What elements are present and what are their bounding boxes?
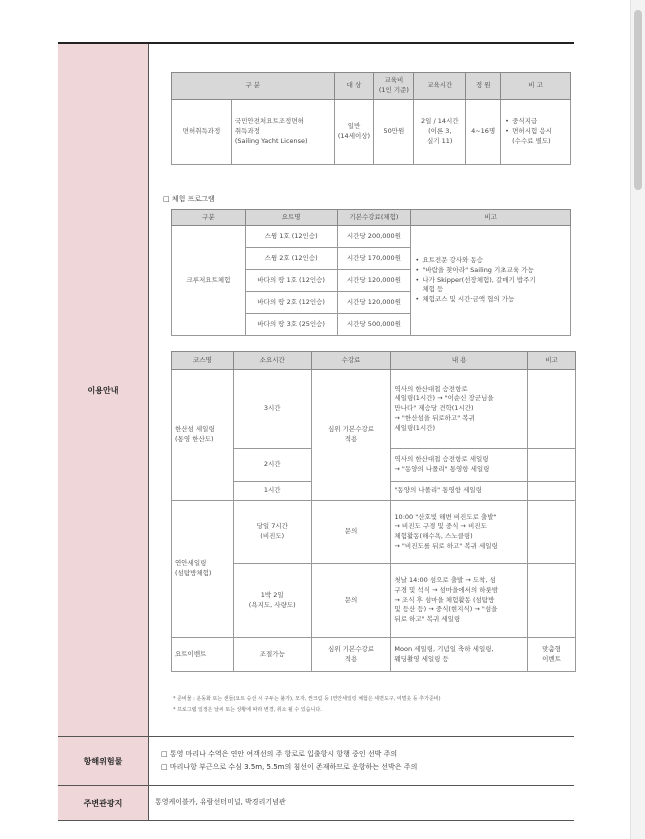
- fee-cell: 50만원: [374, 100, 414, 165]
- fee-cell: 문의: [311, 564, 391, 638]
- category-cell: 면허취득과정: [172, 100, 232, 165]
- duration-cell: 3시간: [233, 370, 311, 449]
- nearby-attractions-label: 주변관광지: [58, 786, 149, 820]
- duration-cell: 2시간: [233, 449, 311, 482]
- course-name-cell: 연안세일링 (섬탐방체험): [172, 501, 234, 638]
- course-cell: 국민안전처요트조정면허 취득과정 (Sailing Yacht License): [231, 100, 334, 165]
- table-row: [172, 226, 571, 248]
- header-category: 구 분: [172, 73, 335, 100]
- note-item: • 나가 Skipper(선장체험), 갈매기 밥주기 체험 등: [422, 276, 567, 296]
- table-row: [172, 370, 576, 449]
- duration-cell: 1박 2일 (욕지도, 사량도): [233, 564, 311, 638]
- header-time: 교육시간: [414, 73, 466, 100]
- time-cell: 2일 / 14시간 (이론 3, 실기 11): [414, 100, 466, 165]
- header-fee: 교육비 (1인 기준): [374, 73, 414, 100]
- header-fee: 수강료: [311, 352, 391, 370]
- usage-row: [58, 44, 574, 737]
- note-cell: [528, 449, 576, 482]
- table-header-row: [172, 352, 576, 370]
- note-cell: [528, 370, 576, 449]
- header-category: 구분: [172, 210, 246, 226]
- yacht-cell: 스윙 1호 (12인승): [245, 226, 337, 248]
- experience-section-title: □ 체험 프로그램: [163, 195, 215, 203]
- yacht-cell: 스윙 2호 (12인승): [245, 248, 337, 270]
- usage-label: 이용안내: [58, 44, 149, 736]
- nav-hazards-row: [58, 737, 574, 786]
- capacity-cell: 4~16명: [466, 100, 501, 165]
- nav-hazards-content: [149, 737, 574, 785]
- table-header-row: [172, 210, 571, 226]
- fee-cell: 시간당 200,000원: [337, 226, 411, 248]
- note-cell: [528, 482, 576, 501]
- header-notes: 비고: [528, 352, 576, 370]
- note-item: • 중식지급: [512, 117, 567, 127]
- table-header-row: [172, 73, 571, 100]
- footnote: * 준비물 : 운동화 또는 샌들(요트 승선 시 구두는 불가), 모자, 썬크림 등 (연안세일링 체험은 세면도구, 여벌옷 등 추가준비): [173, 696, 441, 702]
- note-cell: [528, 564, 576, 638]
- nearby-attractions-row: [58, 786, 574, 821]
- content-cell: Moon 세일링, 기념일 축하 세일링, 웨딩촬영 세일링 등: [391, 638, 528, 672]
- note-cell: [528, 501, 576, 564]
- header-duration: 소요시간: [233, 352, 311, 370]
- content-cell: "동양의 나폴리" 통영항 세일링: [391, 482, 528, 501]
- notes-cell: [501, 100, 571, 165]
- course-name-cell: 요트이벤트: [172, 638, 234, 672]
- note-item: • 체험코스 및 시간·금액 협의 가능: [422, 295, 567, 305]
- category-cell: 크루저요트체험: [172, 226, 246, 336]
- content-cell: 첫날 14:00 섬으로 출발 → 도착, 섬 구경 및 석식 → 섬마을에서의 하룻밤 → 조식 후 섬마을 체험활동 (섬탐방 및 등산 등) → 중식(현지식) → "섬을 뒤로 하고" 복귀 세일링: [391, 564, 528, 638]
- scrollbar[interactable]: [630, 0, 645, 839]
- yacht-cell: 바다의 땅 2호 (12인승): [245, 292, 337, 314]
- header-notes: 비고: [411, 210, 571, 226]
- fee-cell: 심위 기본수강료 적용: [311, 370, 391, 501]
- course-table: [171, 351, 576, 672]
- table-row: [172, 100, 571, 165]
- fee-cell: 문의: [311, 501, 391, 564]
- content-cell: 역사의 한산대첩 승전항로 세일링(1시간) → "이순신 장군님을 만나다" 제승당 견학(1시간) → "한산섬을 뒤로하고" 복귀 세일링(1시간): [391, 370, 528, 449]
- fee-cell: 시간당 120,000원: [337, 270, 411, 292]
- fee-cell: 심위 기본수강료 적용: [311, 638, 391, 672]
- fee-cell: 시간당 170,000원: [337, 248, 411, 270]
- duration-cell: 조절가능: [233, 638, 311, 672]
- yacht-cell: 바다의 땅 3호 (25인승): [245, 314, 337, 336]
- note-item: • 요트전문 강사와 동승: [422, 256, 567, 266]
- note-cell: 맞춤형 이벤트: [528, 638, 576, 672]
- nearby-attractions-content: [149, 786, 574, 820]
- header-notes: 비 고: [501, 73, 571, 100]
- attractions-text: 통영케이블카, 유람선터미널, 박경리기념관: [155, 798, 286, 806]
- fee-cell: 시간당 500,000원: [337, 314, 411, 336]
- table-row: [172, 638, 576, 672]
- header-target: 대 상: [334, 73, 374, 100]
- nav-hazards-label: 항해위험물: [58, 737, 149, 785]
- table-row: [172, 501, 576, 564]
- course-name-cell: 한산섬 세일링 (통영 한산도): [172, 370, 234, 501]
- yacht-cell: 바다의 땅 1호 (12인승): [245, 270, 337, 292]
- scrollbar-thumb[interactable]: [634, 10, 642, 190]
- header-course: 코스명: [172, 352, 234, 370]
- footnote: * 프로그램 일정은 날씨 또는 상황에 따라 변경, 취소 될 수 있습니다.: [173, 707, 322, 713]
- duration-cell: 당일 7시간 (비진도): [233, 501, 311, 564]
- header-capacity: 정 원: [466, 73, 501, 100]
- notes-cell: [411, 226, 571, 336]
- note-item: • "바람을 찾아라" Sailing 기초교육 가능: [422, 266, 567, 276]
- content-cell: 10:00 "산호빛 해변 비진도로 출발" → 비진도 구경 및 중식 → 비진도 체험활동(해수욕, 스노클링) → "비진도를 뒤로 하고" 복귀 세일링: [391, 501, 528, 564]
- hazard-line: □ 통영 마리나 수역은 연안 여객선의 주 항로로 입출항시 항행 중인 선박 주의: [161, 750, 398, 758]
- content-cell: 역사의 한산대첩 승전항로 세일링 → "동양의 나폴리" 통영항 세일링: [391, 449, 528, 482]
- header-fee: 기본수강료(체험): [337, 210, 411, 226]
- experience-table: [171, 209, 571, 336]
- target-cell: 일반 (14세이상): [334, 100, 374, 165]
- hazard-line: □ 마리나항 부근으로 수심 3.5m, 5.5m의 침선이 존재하므로 운항하는 선박은 주의: [161, 763, 418, 771]
- fee-cell: 시간당 120,000원: [337, 292, 411, 314]
- info-table: [58, 42, 574, 821]
- header-content: 내 용: [391, 352, 528, 370]
- usage-content: [149, 44, 574, 736]
- license-course-table: [171, 72, 571, 165]
- note-item: • 면허시험 응시 (수수료 별도): [512, 127, 567, 147]
- header-yacht: 요트명: [245, 210, 337, 226]
- duration-cell: 1시간: [233, 482, 311, 501]
